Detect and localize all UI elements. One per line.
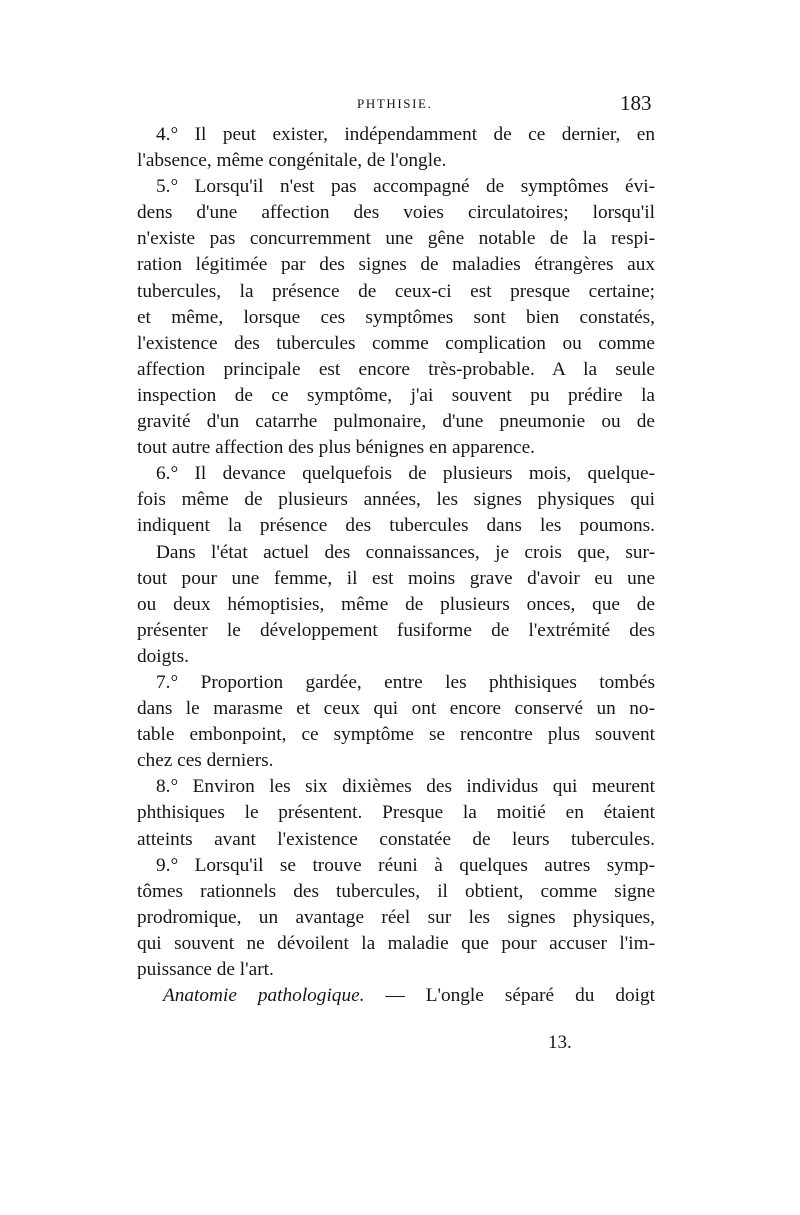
text-line: tout autre affection des plus bénignes en apparence. xyxy=(137,437,535,459)
text-line: n'existe pas concurremment une gêne notable de la respi- xyxy=(137,228,655,250)
text-line: Dans l'état actuel des connaissances, je crois que, sur- xyxy=(156,541,655,563)
section-heading: Anatomie pathologique. xyxy=(163,985,365,1007)
text-line: ou deux hémoptisies, même de plusieurs onces, que de xyxy=(137,593,655,615)
text-line: ration légitimée par des signes de maladies étrangères aux xyxy=(137,254,655,276)
text-line: 9.° Lorsqu'il se trouve réuni à quelques autres symp- xyxy=(156,854,655,876)
text-line: prodromique, un avantage réel sur les signes physiques, xyxy=(137,906,655,928)
text-line: puissance de l'art. xyxy=(137,959,274,980)
text-line: dens d'une affection des voies circulatoires; lorsqu'il xyxy=(137,202,655,224)
running-title: PHTHISIE. xyxy=(357,96,433,111)
text-line: doigts. xyxy=(137,645,189,667)
text-line: tout pour une femme, il est moins grave d'avoir eu une xyxy=(137,567,655,589)
text-line: tubercules, la présence de ceux-ci est presque certaine; xyxy=(137,280,655,302)
text-line: inspection de ce symptôme, j'ai souvent pu prédire la xyxy=(137,384,655,406)
text-line: atteints avant l'existence constatée de leurs tubercules. xyxy=(137,828,655,850)
text-line: indiquent la présence des tubercules dans les poumons. xyxy=(137,515,655,537)
text-line: 4.° Il peut exister, indépendamment de ce dernier, en xyxy=(156,124,655,145)
text-line: phthisiques le présentent. Presque la moitié en étaient xyxy=(137,802,655,824)
text-line: affection principale est encore très-probable. A la seule xyxy=(137,358,655,380)
text-line: 7.° Proportion gardée, entre les phthisiques tombés xyxy=(156,671,655,693)
text-line: qui souvent ne dévoilent la maladie que pour accuser l'im- xyxy=(137,932,655,954)
text-line: présenter le développement fusiforme de l'extrémité des xyxy=(137,619,655,641)
page-number: 183 xyxy=(620,91,652,115)
text-line: l'existence des tubercules comme complication ou comme xyxy=(137,332,655,354)
text-line: gravité d'un catarrhe pulmonaire, d'une pneumonie ou de xyxy=(137,411,655,433)
text-line: fois même de plusieurs années, les signes physiques qui xyxy=(137,489,655,511)
text-line: tômes rationnels des tubercules, il obtient, comme signe xyxy=(137,880,655,902)
text-line: dans le marasme et ceux qui ont encore conservé un no- xyxy=(137,698,655,720)
text-line: 5.° Lorsqu'il n'est pas accompagné de symptômes évi- xyxy=(156,176,655,198)
text-line: 6.° Il devance quelquefois de plusieurs mois, quelque- xyxy=(156,463,655,485)
text-line: chez ces derniers. xyxy=(137,750,274,772)
section-heading-continuation: — L'ongle séparé du doigt xyxy=(364,985,655,1007)
signature-mark: 13. xyxy=(548,1032,572,1053)
text-line: 8.° Environ les six dixièmes des individus qui meurent xyxy=(156,776,655,798)
text-line: table embonpoint, ce symptôme se rencontre plus souvent xyxy=(137,724,655,746)
section-heading-line xyxy=(137,983,655,1009)
body-text xyxy=(137,122,655,1009)
text-line: l'absence, même congénitale, de l'ongle. xyxy=(137,150,447,172)
text-line: et même, lorsque ces symptômes sont bien constatés, xyxy=(137,306,655,328)
